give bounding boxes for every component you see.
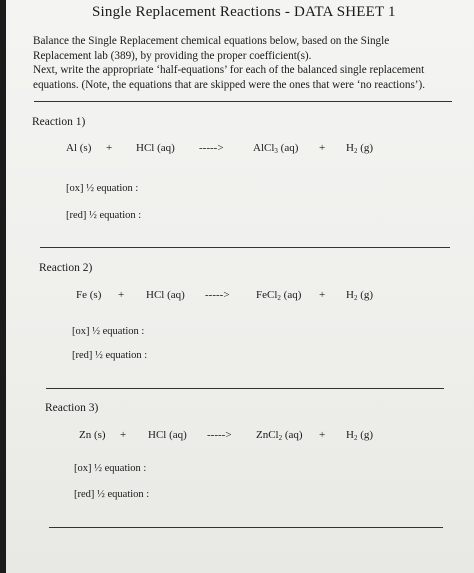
reactant-2: HCl (aq) <box>146 289 185 301</box>
divider <box>46 388 444 389</box>
divider <box>49 527 443 528</box>
red-half-equation-label: [red] ½ equation : <box>66 210 142 221</box>
reaction-label: Reaction 1) <box>32 116 86 128</box>
instructions-line-1: Balance the Single Replacement chemical equations below, based on the Single <box>33 35 390 47</box>
reaction-label: Reaction 3) <box>45 402 99 414</box>
reactant-2: HCl (aq) <box>148 429 187 441</box>
instructions <box>33 34 453 92</box>
product-1: AlCl$_3$ (aq) <box>253 142 299 155</box>
reactant-1: Fe (s) <box>76 289 102 301</box>
data-sheet <box>6 0 474 573</box>
product-2: $H_2$ (g) <box>346 289 374 302</box>
product-2: $H_2$ (g) <box>346 429 374 442</box>
page-title: Single Replacement Reactions - DATA SHEET 1 <box>92 4 396 20</box>
reactant-2: HCl (aq) <box>136 142 175 154</box>
plus-sign: + <box>120 429 127 441</box>
reaction-arrow: -----> <box>199 142 224 154</box>
instructions-line-4: equations. (Note, the equations that are skipped were the ones that were ‘no reactions’). <box>33 78 426 91</box>
divider <box>40 247 450 248</box>
plus-sign: + <box>106 142 113 154</box>
reactant-1: Zn (s) <box>79 429 106 441</box>
plus-sign: + <box>319 429 326 441</box>
product-1: FeCl$_2$ (aq) <box>256 289 302 302</box>
red-half-equation-label: [red] ½ equation : <box>72 350 148 361</box>
product-1: ZnCl$_2$ (aq) <box>256 429 303 442</box>
plus-sign: + <box>319 289 326 301</box>
instructions-line-2: Replacement lab (389), by providing the proper coefficient(s). <box>33 49 312 62</box>
reaction-arrow: -----> <box>207 429 232 441</box>
reaction-label: Reaction 2) <box>39 262 93 274</box>
product-2: $H_2$ (g) <box>346 142 374 155</box>
divider <box>34 101 452 102</box>
plus-sign: + <box>319 142 326 154</box>
ox-half-equation-label: [ox] ½ equation : <box>72 326 145 337</box>
instructions-line-3: Next, write the appropriate ‘half-equations’ for each of the balanced single replacement <box>33 64 425 76</box>
ox-half-equation-label: [ox] ½ equation : <box>66 183 139 194</box>
plus-sign: + <box>118 289 125 301</box>
red-half-equation-label: [red] ½ equation : <box>74 489 150 500</box>
reactant-1: Al (s) <box>66 142 92 154</box>
ox-half-equation-label: [ox] ½ equation : <box>74 463 147 474</box>
reaction-arrow: -----> <box>205 289 230 301</box>
